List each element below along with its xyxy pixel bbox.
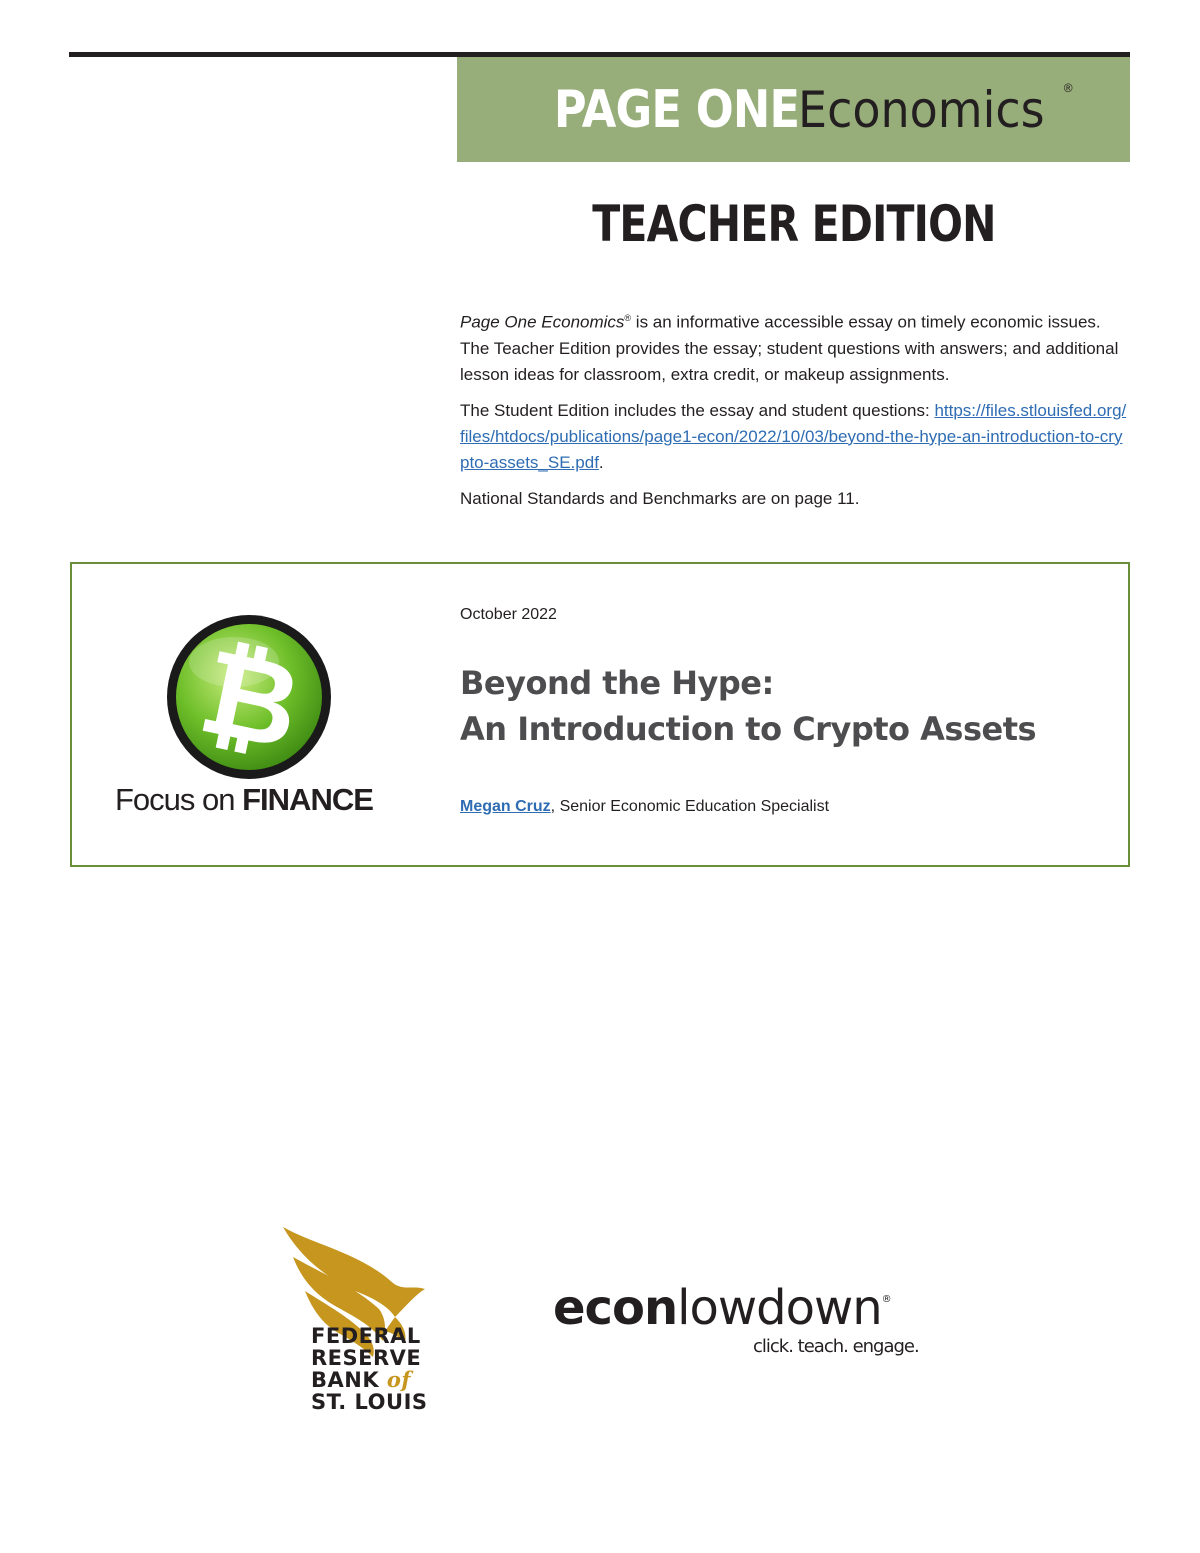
- intro-paragraph-2-end: .: [598, 452, 604, 472]
- brand-registered-mark: ®: [1063, 80, 1073, 95]
- econ-mark: ®: [881, 1294, 891, 1305]
- frb-line-3: [311, 1369, 428, 1391]
- intro-paragraph-2-text: The Student Edition includes the essay and student questions:: [460, 400, 935, 420]
- frb-wordmark: [311, 1325, 428, 1413]
- publication-name: Page One Economics: [460, 312, 625, 332]
- bitcoin-symbol: ₿: [189, 621, 312, 777]
- article-title: [460, 660, 1036, 752]
- frb-line-2: RESERVE: [311, 1346, 422, 1370]
- frb-of: of: [386, 1367, 411, 1392]
- student-edition-link[interactable]: https://files.stlouisfed.org/files/htdocs/publications/page1-econ/2022/10/03/beyond-the-hype-an-introduction-to-crypto-assets_SE.pdf: [460, 400, 1127, 472]
- intro-paragraph-2: [460, 398, 1130, 476]
- article-title-line-2: An Introduction to Crypto Assets: [460, 710, 1037, 748]
- econlowdown-wordmark: [553, 1280, 891, 1336]
- intro-text: [460, 305, 1130, 522]
- brand-bold: PAGE ONE: [554, 79, 800, 140]
- feature-box: [70, 562, 1130, 867]
- brand-light: Economics: [797, 80, 1045, 139]
- econ-bold: econ: [553, 1280, 678, 1336]
- intro-paragraph-1-text: is an informative accessible essay on timely economic issues. The Teacher Edition provides the essay; student questions with answers; and additional lesson ideas for classroom, extra credit, or makeup assignments.: [460, 312, 1119, 384]
- author-link[interactable]: Megan Cruz: [460, 798, 551, 815]
- article-title-line-1: Beyond the Hype:: [460, 664, 774, 702]
- focus-light: Focus on: [115, 782, 243, 817]
- masthead-banner: [457, 57, 1130, 162]
- frb-bank: BANK: [311, 1368, 387, 1392]
- edition-heading: [457, 195, 1130, 253]
- issue-date: October 2022: [460, 606, 557, 623]
- focus-bold: FINANCE: [242, 782, 373, 817]
- edition-text: TEACHER EDITION: [591, 195, 996, 253]
- author-line: [460, 798, 829, 816]
- intro-paragraph-3: National Standards and Benchmarks are on page 11.: [460, 488, 860, 508]
- frb-line-1: FEDERAL: [311, 1324, 421, 1348]
- publication-mark: ®: [624, 313, 632, 323]
- bitcoin-coin-icon: [164, 612, 334, 782]
- focus-on-finance-logo: [115, 782, 415, 818]
- econ-light: lowdown: [677, 1280, 882, 1336]
- intro-paragraph-1: [460, 305, 1130, 388]
- econlowdown-tagline: click. teach. engage.: [753, 1336, 919, 1357]
- econlowdown-logo: [553, 1280, 919, 1357]
- frb-line-4: ST. LOUIS: [311, 1390, 428, 1414]
- author-title: , Senior Economic Education Specialist: [550, 798, 830, 815]
